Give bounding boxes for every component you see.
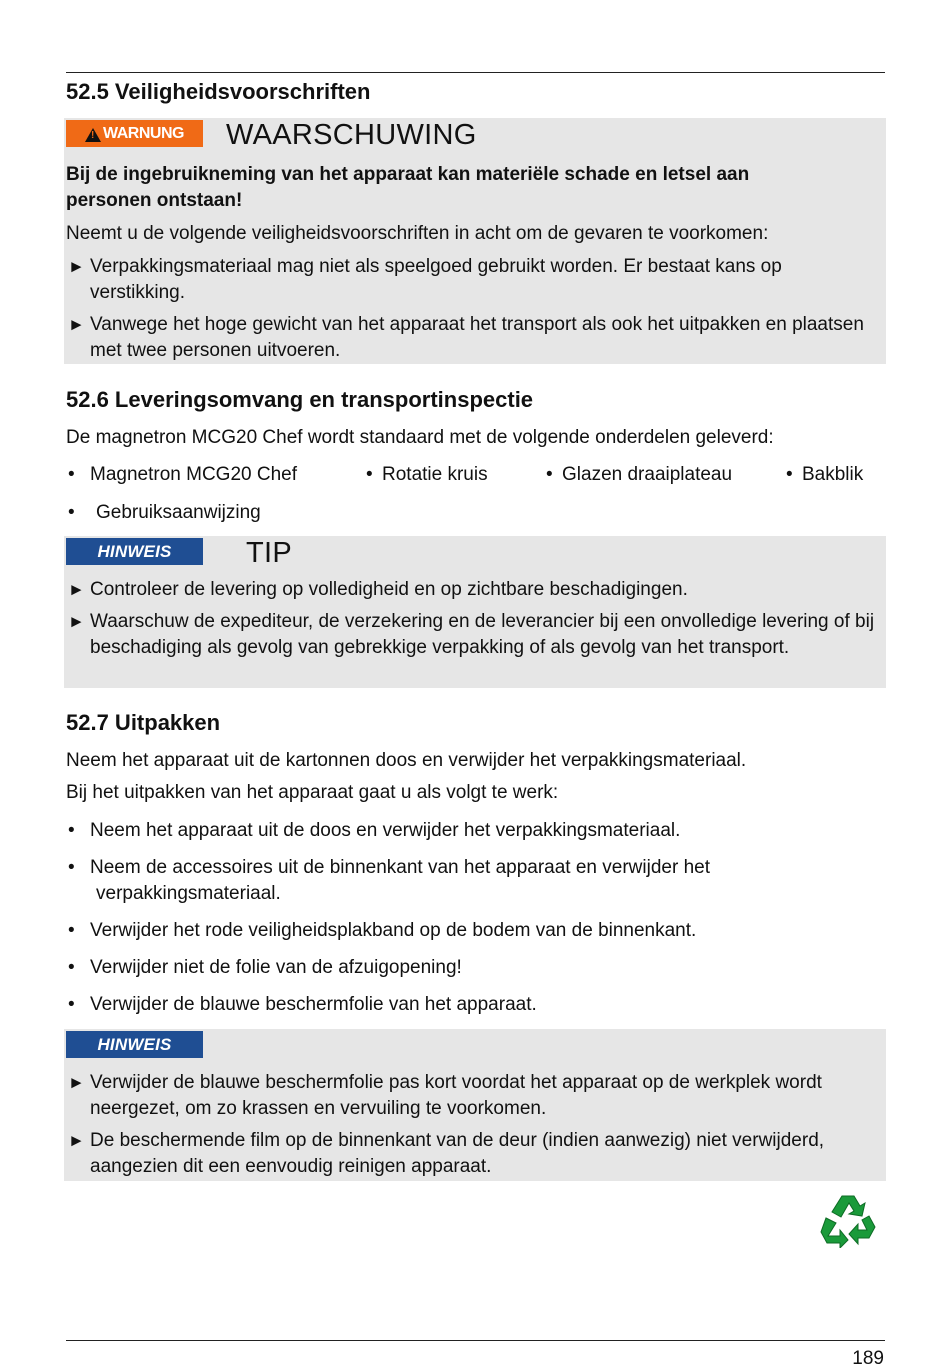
unpack-line-2: Bij het uitpakken van het apparaat gaat u als volgt te werk: — [66, 782, 559, 803]
warning-badge — [66, 120, 203, 147]
warning-triangle-icon — [85, 128, 101, 142]
bullet-icon: • — [68, 994, 75, 1015]
top-rule — [66, 72, 885, 73]
list-item — [66, 992, 537, 1018]
part-label: Magnetron MCG20 Chef — [90, 464, 297, 485]
arrow-icon: ► — [68, 1131, 85, 1150]
bullet-icon: • — [68, 464, 75, 485]
warning-item — [66, 254, 878, 306]
section-title-52-7: 52.7 Uitpakken — [66, 710, 221, 735]
part-label: Gebruiksaanwijzing — [96, 502, 261, 523]
step-text-continued: verpakkingsmateriaal. — [96, 883, 281, 904]
note-badge: HINWEIS — [66, 1031, 203, 1058]
note-item-text: Waarschuw de expediteur, de verzekering en de leverancier bij een onvolledige levering of bij beschadiging als gevolg van gebrekkige verpakking of als gevolg van het transport. — [90, 611, 875, 658]
list-item — [778, 462, 863, 488]
unpack-line-1: Neem het apparaat uit de kartonnen doos en verwijder het verpakkingsmateriaal. — [66, 750, 747, 771]
note-badge: HINWEIS — [66, 538, 203, 565]
bullet-icon: • — [786, 464, 793, 485]
section-title-52-6: 52.6 Leveringsomvang en transportinspectie — [66, 387, 534, 412]
warning-item — [66, 312, 878, 364]
list-item — [66, 918, 696, 944]
bullet-icon: • — [68, 502, 75, 523]
warning-item-text: Verpakkingsmateriaal mag niet als speelgoed gebruikt worden. Er bestaat kans op verstikking. — [90, 256, 782, 303]
bullet-icon: • — [68, 857, 75, 878]
part-label: Glazen draaiplateau — [562, 464, 733, 485]
note-item — [66, 577, 878, 603]
list-item — [66, 855, 710, 881]
list-item — [66, 462, 297, 488]
arrow-icon: ► — [68, 1073, 85, 1092]
warning-badge-label: WARNUNG — [103, 124, 184, 142]
note-item — [66, 1070, 878, 1122]
list-item — [66, 955, 462, 981]
note-item — [66, 609, 878, 661]
tip-box — [64, 536, 886, 688]
step-text: Verwijder de blauwe beschermfolie van het apparaat. — [90, 994, 537, 1015]
warning-item-text: Vanwege het hoge gewicht van het apparaat het transport als ook het uitpakken en plaatsen met twee personen uitvoeren. — [90, 314, 864, 361]
section-title-52-5: 52.5 Veiligheidsvoorschriften — [66, 79, 371, 104]
tip-heading: TIP — [246, 537, 293, 569]
step-text: Neem de accessoires uit de binnenkant van het apparaat en verwijder het — [90, 857, 710, 878]
recycle-icon — [818, 1192, 878, 1248]
list-item — [66, 818, 680, 844]
note-item-text: De beschermende film op de binnenkant van de deur (indien aanwezig) niet verwijderd, aangezien dit een eenvoudig reinigen apparaat. — [90, 1130, 825, 1177]
arrow-icon: ► — [68, 257, 85, 276]
note-box — [64, 1029, 886, 1181]
step-text: Neem het apparaat uit de doos en verwijder het verpakkingsmateriaal. — [90, 820, 681, 841]
bullet-icon: • — [68, 957, 75, 978]
part-label: Rotatie kruis — [382, 464, 488, 485]
bullet-icon: • — [68, 820, 75, 841]
list-item — [538, 462, 732, 488]
page-number: 189 — [852, 1348, 884, 1369]
note-item — [66, 1128, 878, 1180]
note-item-text: Controleer de levering op volledigheid en op zichtbare beschadigingen. — [90, 579, 688, 600]
warning-heading: WAARSCHUWING — [226, 119, 477, 151]
arrow-icon: ► — [68, 315, 85, 334]
part-label: Bakblik — [802, 464, 864, 485]
note-item-text: Verwijder de blauwe beschermfolie pas kort voordat het apparaat op de werkplek wordt neergezet, om zo krassen en vervuiling te voorkomen. — [90, 1072, 822, 1119]
step-text: Verwijder niet de folie van de afzuigopening! — [90, 957, 462, 978]
step-text: Verwijder het rode veiligheidsplakband op de bodem van de binnenkant. — [90, 920, 697, 941]
warning-bold-text: Bij de ingebruikneming van het apparaat kan materiële schade en letsel aan personen ontstaan! — [66, 164, 750, 211]
arrow-icon: ► — [68, 612, 85, 631]
list-item — [66, 500, 261, 526]
list-item — [358, 462, 488, 488]
warning-box — [64, 118, 886, 364]
bottom-rule — [66, 1340, 885, 1341]
bullet-icon: • — [546, 464, 553, 485]
arrow-icon: ► — [68, 580, 85, 599]
bullet-icon: • — [68, 920, 75, 941]
delivery-intro: De magnetron MCG20 Chef wordt standaard met de volgende onderdelen geleverd: — [66, 427, 774, 448]
bullet-icon: • — [366, 464, 373, 485]
warning-intro: Neemt u de volgende veiligheidsvoorschriften in acht om de gevaren te voorkomen: — [66, 223, 769, 244]
